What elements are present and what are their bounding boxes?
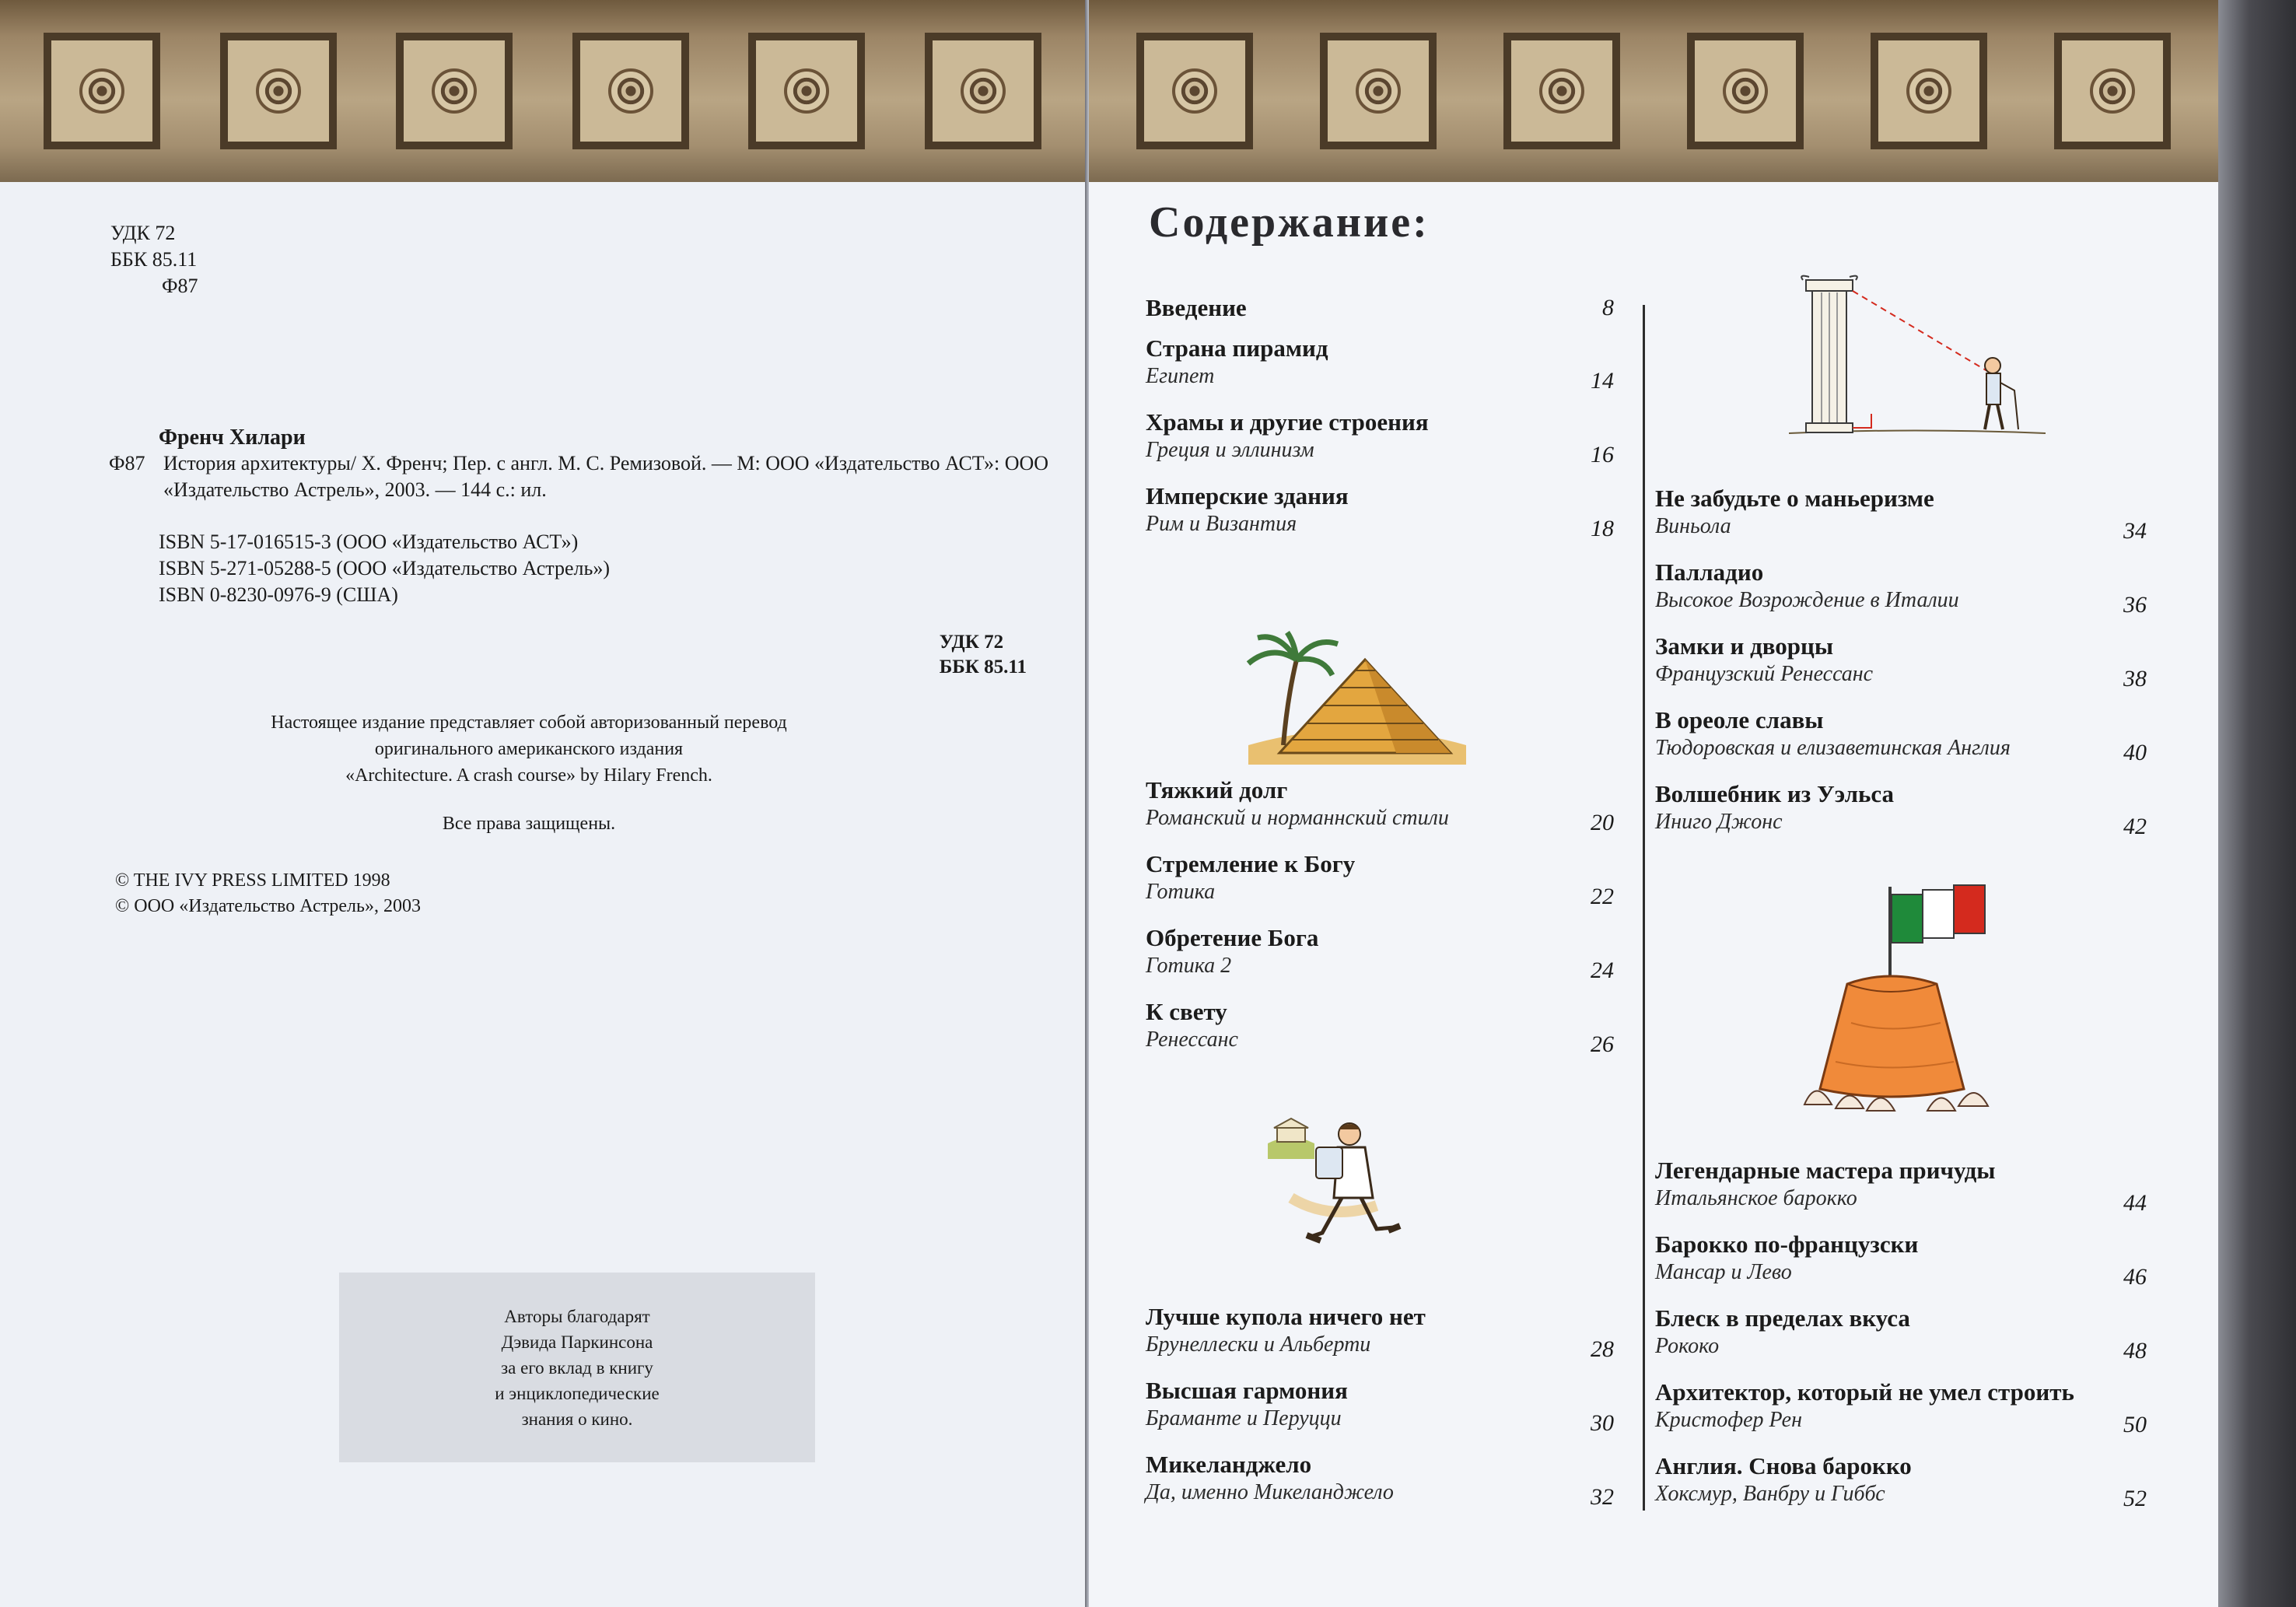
toc-entry[interactable]: [1655, 1157, 2147, 1219]
udk-line: УДК 72: [939, 632, 1004, 653]
ack-line: Дэвида Паркинсона: [501, 1332, 653, 1352]
toc-entry-page: 38: [2123, 666, 2147, 691]
bbk-line: ББК 85.11: [110, 248, 198, 271]
decorative-frieze: [0, 0, 1085, 182]
toc-entry-page: 52: [2123, 1486, 2147, 1511]
toc-entry-title: Не забудьте о маньеризме: [1655, 485, 1934, 512]
toc-entry-title: Барокко по-французски: [1655, 1231, 1919, 1258]
toc-entry-subtitle: Египет: [1146, 364, 1215, 388]
column-divider: [1643, 305, 1645, 1511]
toc-entry-title: Стремление к Богу: [1146, 850, 1356, 877]
rosette-icon: [256, 68, 301, 114]
toc-entry-subtitle: Тюдоровская и елизаветинская Англия: [1655, 736, 2011, 760]
toc-entry[interactable]: [1655, 706, 2147, 768]
acknowledgement-box: [339, 1273, 815, 1462]
toc-entry[interactable]: [1146, 1377, 1614, 1439]
toc-entry-subtitle: Мансар и Лево: [1655, 1260, 1792, 1284]
toc-entry[interactable]: [1146, 1303, 1614, 1365]
rosette-icon: [784, 68, 829, 114]
toc-entry-title: Обретение Бога: [1146, 924, 1319, 951]
toc-entry[interactable]: [1655, 1378, 2147, 1441]
toc-entry-page: 32: [1591, 1484, 1614, 1510]
notice-line: Настоящее издание представляет собой авторизованный перевод: [271, 712, 787, 733]
toc-entry-title: Страна пирамид: [1146, 334, 1328, 362]
toc-entry-page: 24: [1591, 958, 1614, 983]
toc-entry-title: Англия. Снова барокко: [1655, 1452, 1912, 1479]
rosette-icon: [1172, 68, 1217, 114]
toc-entry-subtitle: Романский и норманнский стили: [1146, 806, 1449, 830]
toc-entry-page: 20: [1591, 810, 1614, 835]
rosette-icon: [432, 68, 477, 114]
toc-entry-title: В ореоле славы: [1655, 706, 1824, 733]
toc-entry-subtitle: Виньола: [1655, 514, 1731, 538]
acknowledgement-text: [339, 1304, 815, 1432]
toc-entry[interactable]: [1655, 780, 2147, 842]
toc-entry-title: Тяжкий долг: [1146, 776, 1288, 804]
copyright-line: © ООО «Издательство Астрель», 2003: [115, 896, 421, 916]
rosette-icon: [1539, 68, 1584, 114]
toc-entry[interactable]: [1146, 408, 1614, 471]
toc-entry-page: 14: [1591, 368, 1614, 394]
rosette-icon: [79, 68, 124, 114]
bbk-line: ББК 85.11: [939, 656, 1027, 677]
copyright-block: [115, 868, 421, 919]
toc-entry-subtitle: Хоксмур, Ванбру и Гиббс: [1655, 1482, 1885, 1506]
toc-entry-subtitle: Ренессанс: [1146, 1028, 1238, 1052]
toc-entry[interactable]: [1655, 1452, 2147, 1514]
ack-line: знания о кино.: [521, 1409, 633, 1429]
toc-entry-page: 34: [2123, 518, 2147, 544]
toc-entry-subtitle: Да, именно Микеланджело: [1146, 1480, 1394, 1504]
copyright-line: © THE IVY PRESS LIMITED 1998: [115, 870, 390, 891]
toc-entry-subtitle: Рим и Византия: [1146, 512, 1297, 536]
toc-entry[interactable]: [1146, 998, 1614, 1060]
toc-entry-page: 26: [1591, 1031, 1614, 1057]
toc-entry-page: 18: [1591, 516, 1614, 541]
book-edge-shadow: [2218, 0, 2296, 1607]
rosette-icon: [1356, 68, 1401, 114]
toc-entry-title: К свету: [1146, 998, 1227, 1025]
udk-block: [110, 220, 198, 299]
toc-entry-subtitle: Готика 2: [1146, 954, 1232, 978]
column-surveyor-icon: [1789, 274, 2046, 445]
ack-line: и энциклопедические: [495, 1383, 660, 1403]
rosette-icon: [608, 68, 653, 114]
toc-entry-title: Введение: [1146, 294, 1247, 321]
rosette-icon: [2090, 68, 2135, 114]
toc-entry[interactable]: [1655, 632, 2147, 695]
rights-statement: Все права защищены.: [442, 814, 616, 834]
toc-entry[interactable]: [1655, 485, 2147, 547]
udk-line: УДК 72: [110, 222, 176, 244]
toc-entry-subtitle: Рококо: [1655, 1334, 1720, 1358]
author-code: Ф87: [109, 452, 145, 474]
isbn-line: ISBN 0-8230-0976-9 (США): [159, 583, 398, 606]
toc-entry[interactable]: [1146, 924, 1614, 986]
toc-entry-subtitle: Иниго Джонс: [1655, 810, 1783, 834]
toc-entry-page: 48: [2123, 1338, 2147, 1364]
toc-entry-page: 50: [2123, 1412, 2147, 1437]
rosette-icon: [961, 68, 1006, 114]
toc-entry[interactable]: [1146, 482, 1614, 544]
bibliographic-description: История архитектуры/ Х. Френч; Пер. с англ. М. С. Ремизовой. — М: ООО «Издательство АСТ»: ООО «Издательство Астрель», 2003. — 144 с.: ил.: [163, 452, 1049, 501]
toc-entry-page: 30: [1591, 1410, 1614, 1436]
toc-entry-subtitle: Брунеллески и Альберти: [1146, 1332, 1371, 1357]
notice-line: «Architecture. A crash course» by Hilary French.: [345, 765, 712, 786]
toc-entry-title: Замки и дворцы: [1655, 632, 1834, 660]
toc-entry-title: Палладио: [1655, 558, 1764, 586]
toc-entry-page: 44: [2123, 1190, 2147, 1216]
rosette-icon: [1723, 68, 1768, 114]
ack-line: за его вклад в книгу: [501, 1357, 653, 1378]
author-name: Френч Хилари: [159, 425, 306, 450]
rosette-icon: [1906, 68, 1951, 114]
runner-acropolis-icon: [1260, 1089, 1431, 1260]
udk-right-block: [940, 630, 1027, 680]
toc-entry[interactable]: [1655, 558, 2147, 621]
pyramid-palm-icon: [1241, 628, 1474, 765]
sandcastle-flag-icon: [1773, 879, 2030, 1120]
toc-entry[interactable]: [1146, 776, 1614, 839]
toc-entry-title: Волшебник из Уэльса: [1655, 780, 1895, 807]
toc-entry-page: 36: [2123, 592, 2147, 618]
toc-entry[interactable]: [1655, 1304, 2147, 1367]
isbn-line: ISBN 5-17-016515-3 (ООО «Издательство АСТ»): [159, 530, 579, 553]
isbn-block: [159, 529, 610, 608]
toc-entry-page: 16: [1591, 442, 1614, 467]
toc-entry-page: 22: [1591, 884, 1614, 909]
toc-entry-page: 40: [2123, 740, 2147, 765]
toc-entry[interactable]: [1146, 334, 1614, 397]
toc-entry-subtitle: Готика: [1146, 880, 1216, 904]
toc-entry-title: Блеск в пределах вкуса: [1655, 1304, 1910, 1332]
toc-entry-page: 42: [2123, 814, 2147, 839]
isbn-line: ISBN 5-271-05288-5 (ООО «Издательство Астрель»): [159, 557, 610, 579]
toc-entry-title: Высшая гармония: [1146, 1377, 1348, 1404]
toc-entry-title: Лучше купола ничего нет: [1146, 1303, 1426, 1330]
toc-entry-subtitle: Итальянское барокко: [1655, 1186, 1857, 1210]
contents-title: Содержание:: [1149, 198, 1430, 247]
toc-entry-page: 28: [1591, 1336, 1614, 1362]
toc-entry-subtitle: Французский Ренессанс: [1655, 662, 1874, 686]
toc-entry-subtitle: Греция и эллинизм: [1146, 438, 1314, 462]
decorative-frieze: [1089, 0, 2218, 182]
toc-entry-title: Имперские здания: [1146, 482, 1349, 509]
toc-entry-title: Микеланджело: [1146, 1451, 1312, 1478]
toc-entry[interactable]: [1146, 850, 1614, 912]
toc-entry-title: Храмы и другие строения: [1146, 408, 1429, 436]
toc-entry[interactable]: [1146, 1451, 1614, 1513]
toc-entry-subtitle: Браманте и Перуцци: [1146, 1406, 1342, 1430]
toc-entry-page: 46: [2123, 1264, 2147, 1290]
toc-entry-title: Легендарные мастера причуды: [1655, 1157, 1996, 1184]
toc-entry[interactable]: [1655, 1231, 2147, 1293]
ack-line: Авторы благодарят: [504, 1306, 650, 1326]
left-page: [0, 0, 1085, 1607]
toc-entry-subtitle: Высокое Возрождение в Италии: [1655, 588, 1959, 612]
toc-entry-title: Архитектор, который не умел строить: [1655, 1378, 2074, 1406]
toc-entry-page: 8: [1602, 295, 1614, 320]
right-page-contents: [1089, 0, 2218, 1607]
author-mark-line: Ф87: [162, 275, 198, 297]
notice-line: оригинального американского издания: [374, 739, 684, 759]
translation-notice: [156, 709, 902, 789]
toc-entry-subtitle: Кристофер Рен: [1655, 1408, 1802, 1432]
